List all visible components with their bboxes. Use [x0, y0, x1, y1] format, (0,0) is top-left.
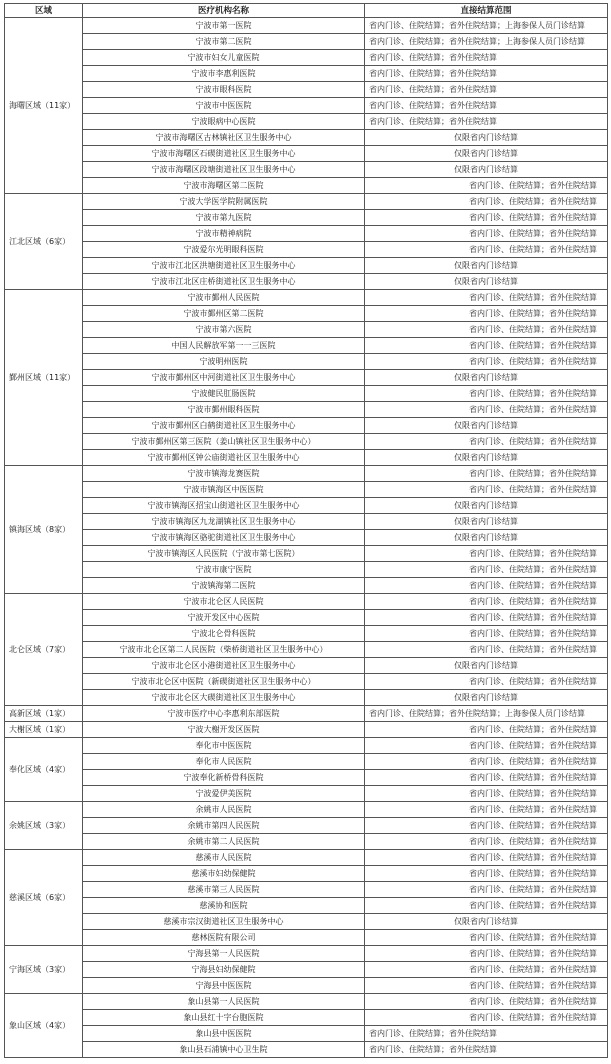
institution-name-cell: 宁波市镇海龙赛医院	[83, 466, 365, 482]
header-settlement-scope: 直接结算范围	[365, 4, 608, 18]
institution-name-cell: 余姚市人民医院	[83, 802, 365, 818]
table-row	[5, 578, 608, 594]
settlement-scope-cell: 省内门诊、住院结算；省外住院结算	[365, 50, 608, 66]
header-institution-name: 医疗机构名称	[83, 4, 365, 18]
settlement-scope-cell: 省内门诊、住院结算；省外住院结算	[365, 962, 608, 978]
institution-name-cell: 宁波市鄞州区第三医院（姜山镇社区卫生服务中心）	[83, 434, 365, 450]
settlement-scope-cell: 省内门诊、住院结算；省外住院结算	[365, 786, 608, 802]
institution-name-cell: 宁波奉化新桥骨科医院	[83, 770, 365, 786]
settlement-scope-cell: 仅限省内门诊结算	[365, 498, 608, 514]
institution-name-cell: 宁波市鄞州区钟公庙街道社区卫生服务中心	[83, 450, 365, 466]
settlement-scope-cell: 省内门诊、住院结算；省外住院结算	[365, 866, 608, 882]
region-cell: 慈溪区域（6家）	[5, 850, 83, 946]
table-row	[5, 898, 608, 914]
table-row	[5, 930, 608, 946]
institution-name-cell: 慈溪市妇幼保健院	[83, 866, 365, 882]
institution-name-cell: 象山县第一人民医院	[83, 994, 365, 1010]
institution-name-cell: 宁波开发区中心医院	[83, 610, 365, 626]
institution-name-cell: 宁波市江北区洪塘街道社区卫生服务中心	[83, 258, 365, 274]
settlement-scope-cell: 仅限省内门诊结算	[365, 450, 608, 466]
settlement-scope-cell: 省内门诊、住院结算；省外住院结算	[365, 82, 608, 98]
institution-name-cell: 宁波大学医学院附属医院	[83, 194, 365, 210]
table-row	[5, 114, 608, 130]
table-row	[5, 642, 608, 658]
institution-name-cell: 余姚市第四人民医院	[83, 818, 365, 834]
institution-name-cell: 宁波市中医医院	[83, 98, 365, 114]
table-row	[5, 82, 608, 98]
institution-name-cell: 宁波市镇海区人民医院（宁波市第七医院）	[83, 546, 365, 562]
table-row	[5, 626, 608, 642]
institution-name-cell: 宁波市江北区庄桥街道社区卫生服务中心	[83, 274, 365, 290]
table-row	[5, 978, 608, 994]
institution-name-cell: 宁波大榭开发区医院	[83, 722, 365, 738]
table-row	[5, 402, 608, 418]
table-row	[5, 226, 608, 242]
institution-name-cell: 宁波市医疗中心李惠利东部医院	[83, 706, 365, 722]
settlement-scope-cell: 省内门诊、住院结算；省外住院结算	[365, 338, 608, 354]
institution-name-cell: 宁波市鄞州人民医院	[83, 290, 365, 306]
region-cell: 余姚区域（3家）	[5, 802, 83, 850]
institution-name-cell: 中国人民解放军第一一三医院	[83, 338, 365, 354]
table-row	[5, 98, 608, 114]
institution-name-cell: 宁波市第九医院	[83, 210, 365, 226]
settlement-scope-cell: 省内门诊、住院结算；省外住院结算	[365, 946, 608, 962]
table-row	[5, 370, 608, 386]
institution-name-cell: 象山县石浦镇中心卫生院	[83, 1042, 365, 1058]
settlement-scope-cell: 省内门诊、住院结算；省外住院结算	[365, 402, 608, 418]
region-cell: 北仑区域（7家）	[5, 594, 83, 706]
settlement-scope-cell: 省内门诊、住院结算；省外住院结算	[365, 882, 608, 898]
institution-name-cell: 宁波爱伊美医院	[83, 786, 365, 802]
table-row	[5, 786, 608, 802]
table-body	[5, 18, 608, 1058]
region-cell: 江北区域（6家）	[5, 194, 83, 290]
institution-name-cell: 奉化市中医医院	[83, 738, 365, 754]
settlement-scope-cell: 仅限省内门诊结算	[365, 418, 608, 434]
settlement-scope-cell: 仅限省内门诊结算	[365, 274, 608, 290]
institution-name-cell: 宁波市鄞州区白鹤街道社区卫生服务中心	[83, 418, 365, 434]
settlement-scope-cell: 省内门诊、住院结算；省外住院结算	[365, 770, 608, 786]
table-row	[5, 594, 608, 610]
institution-name-cell: 宁波北仑骨科医院	[83, 626, 365, 642]
settlement-scope-cell: 仅限省内门诊结算	[365, 514, 608, 530]
settlement-scope-cell: 省内门诊、住院结算；省外住院结算	[365, 898, 608, 914]
table-row	[5, 130, 608, 146]
settlement-scope-cell: 省内门诊、住院结算；省外住院结算	[365, 210, 608, 226]
table-row	[5, 818, 608, 834]
table-row	[5, 562, 608, 578]
table-row	[5, 802, 608, 818]
institution-name-cell: 宁波市康宁医院	[83, 562, 365, 578]
settlement-scope-cell: 省内门诊、住院结算；省外住院结算	[365, 194, 608, 210]
table-row	[5, 306, 608, 322]
table-row	[5, 834, 608, 850]
settlement-scope-cell: 仅限省内门诊结算	[365, 370, 608, 386]
settlement-scope-cell: 仅限省内门诊结算	[365, 690, 608, 706]
region-cell: 宁海区域（3家）	[5, 946, 83, 994]
settlement-scope-cell: 省内门诊、住院结算；省外住院结算	[365, 1026, 608, 1042]
institution-name-cell: 宁波市海曙区段塘街道社区卫生服务中心	[83, 162, 365, 178]
table-row	[5, 514, 608, 530]
settlement-scope-cell: 省内门诊、住院结算；省外住院结算	[365, 642, 608, 658]
settlement-scope-cell: 省内门诊、住院结算；省外住院结算	[365, 322, 608, 338]
institution-name-cell: 宁波市镇海区骆驼街道社区卫生服务中心	[83, 530, 365, 546]
table-row	[5, 690, 608, 706]
settlement-scope-cell: 省内门诊、住院结算；省外住院结算	[365, 178, 608, 194]
settlement-scope-cell: 省内门诊、住院结算；省外住院结算	[365, 722, 608, 738]
institution-name-cell: 慈溪协和医院	[83, 898, 365, 914]
table-row	[5, 754, 608, 770]
table-row	[5, 50, 608, 66]
institution-name-cell: 宁波市北仑区大碶街道社区卫生服务中心	[83, 690, 365, 706]
institution-name-cell: 宁波明州医院	[83, 354, 365, 370]
settlement-scope-cell: 省内门诊、住院结算；省外住院结算	[365, 594, 608, 610]
region-cell: 高新区域（1家）	[5, 706, 83, 722]
table-row	[5, 674, 608, 690]
institution-name-cell: 宁波市镇海区九龙湖镇社区卫生服务中心	[83, 514, 365, 530]
table-row	[5, 1026, 608, 1042]
table-row	[5, 866, 608, 882]
institution-name-cell: 宁海县中医医院	[83, 978, 365, 994]
table-row	[5, 450, 608, 466]
table-row	[5, 498, 608, 514]
settlement-scope-cell: 仅限省内门诊结算	[365, 530, 608, 546]
table-row	[5, 658, 608, 674]
table-row	[5, 34, 608, 50]
region-cell: 象山区域（4家）	[5, 994, 83, 1058]
table-row	[5, 146, 608, 162]
table-header-row	[5, 4, 608, 18]
settlement-scope-cell: 省内门诊、住院结算；省外住院结算	[365, 1010, 608, 1026]
settlement-scope-cell: 省内门诊、住院结算；省外住院结算；上海参保人员门诊结算	[365, 18, 608, 34]
settlement-scope-cell: 省内门诊、住院结算；省外住院结算	[365, 354, 608, 370]
settlement-scope-cell: 仅限省内门诊结算	[365, 258, 608, 274]
table-row	[5, 946, 608, 962]
table-row	[5, 1042, 608, 1058]
table-row	[5, 770, 608, 786]
settlement-scope-cell: 省内门诊、住院结算；省外住院结算	[365, 834, 608, 850]
table-row	[5, 386, 608, 402]
table-row	[5, 706, 608, 722]
table-row	[5, 178, 608, 194]
institution-name-cell: 宁波市第二医院	[83, 34, 365, 50]
settlement-scope-cell: 省内门诊、住院结算；省外住院结算	[365, 226, 608, 242]
table-row	[5, 466, 608, 482]
settlement-scope-cell: 仅限省内门诊结算	[365, 914, 608, 930]
institution-name-cell: 宁波市北仑区中医院（新碶街道社区卫生服务中心）	[83, 674, 365, 690]
institution-name-cell: 宁波市海曙区第二医院	[83, 178, 365, 194]
institution-name-cell: 宁波市第一医院	[83, 18, 365, 34]
region-cell: 海曙区域（11家）	[5, 18, 83, 194]
table-row	[5, 1010, 608, 1026]
settlement-scope-cell: 省内门诊、住院结算；省外住院结算	[365, 482, 608, 498]
institution-name-cell: 慈溪市宗汉街道社区卫生服务中心	[83, 914, 365, 930]
institution-name-cell: 宁波市海曙区石碶街道社区卫生服务中心	[83, 146, 365, 162]
institution-name-cell: 宁波市镇海区中医医院	[83, 482, 365, 498]
settlement-scope-cell: 省内门诊、住院结算；省外住院结算	[365, 818, 608, 834]
table-row	[5, 242, 608, 258]
table-row	[5, 258, 608, 274]
table-row	[5, 482, 608, 498]
settlement-scope-cell: 省内门诊、住院结算；省外住院结算	[365, 386, 608, 402]
table-row	[5, 66, 608, 82]
header-region: 区域	[5, 4, 83, 18]
institution-name-cell: 宁波健民肛肠医院	[83, 386, 365, 402]
settlement-scope-cell: 省内门诊、住院结算；省外住院结算	[365, 994, 608, 1010]
hospital-settlement-table	[4, 3, 608, 1058]
table-row	[5, 274, 608, 290]
settlement-scope-cell: 省内门诊、住院结算；省外住院结算；上海参保人员门诊结算	[365, 706, 608, 722]
table-row	[5, 18, 608, 34]
settlement-scope-cell: 仅限省内门诊结算	[365, 658, 608, 674]
settlement-scope-cell: 省内门诊、住院结算；省外住院结算	[365, 626, 608, 642]
region-cell: 鄞州区域（11家）	[5, 290, 83, 466]
institution-name-cell: 宁波市北仑区人民医院	[83, 594, 365, 610]
table-row	[5, 322, 608, 338]
institution-name-cell: 宁波市妇女儿童医院	[83, 50, 365, 66]
table-row	[5, 722, 608, 738]
settlement-scope-cell: 仅限省内门诊结算	[365, 130, 608, 146]
settlement-scope-cell: 省内门诊、住院结算；省外住院结算	[365, 290, 608, 306]
settlement-scope-cell: 省内门诊、住院结算；省外住院结算	[365, 114, 608, 130]
institution-name-cell: 宁海县妇幼保健院	[83, 962, 365, 978]
settlement-scope-cell: 省内门诊、住院结算；省外住院结算	[365, 850, 608, 866]
settlement-scope-cell: 省内门诊、住院结算；省外住院结算	[365, 242, 608, 258]
settlement-scope-cell: 省内门诊、住院结算；省外住院结算	[365, 466, 608, 482]
table-row	[5, 850, 608, 866]
institution-name-cell: 宁波市鄞州区中河街道社区卫生服务中心	[83, 370, 365, 386]
settlement-scope-cell: 省内门诊、住院结算；省外住院结算	[365, 802, 608, 818]
table-row	[5, 610, 608, 626]
institution-name-cell: 慈林医院有限公司	[83, 930, 365, 946]
table-row	[5, 338, 608, 354]
table-row	[5, 210, 608, 226]
settlement-scope-cell: 省内门诊、住院结算；省外住院结算	[365, 610, 608, 626]
region-cell: 大榭区域（1家）	[5, 722, 83, 738]
institution-name-cell: 宁波市海曙区古林镇社区卫生服务中心	[83, 130, 365, 146]
table-row	[5, 546, 608, 562]
institution-name-cell: 宁波镇海第二医院	[83, 578, 365, 594]
institution-name-cell: 宁波市精神病院	[83, 226, 365, 242]
settlement-scope-cell: 省内门诊、住院结算；省外住院结算	[365, 562, 608, 578]
region-cell: 镇海区域（8家）	[5, 466, 83, 594]
table-row	[5, 962, 608, 978]
settlement-scope-cell: 省内门诊、住院结算；省外住院结算	[365, 434, 608, 450]
institution-name-cell: 余姚市第二人民医院	[83, 834, 365, 850]
region-cell: 奉化区域（4家）	[5, 738, 83, 802]
institution-name-cell: 宁波眼病中心医院	[83, 114, 365, 130]
institution-name-cell: 象山县红十字台胞医院	[83, 1010, 365, 1026]
institution-name-cell: 奉化市人民医院	[83, 754, 365, 770]
table-row	[5, 738, 608, 754]
table-row	[5, 418, 608, 434]
institution-name-cell: 宁波市镇海区招宝山街道社区卫生服务中心	[83, 498, 365, 514]
table-row	[5, 434, 608, 450]
institution-name-cell: 宁海县第一人民医院	[83, 946, 365, 962]
table-row	[5, 882, 608, 898]
settlement-scope-cell: 省内门诊、住院结算；省外住院结算；上海参保人员门诊结算	[365, 34, 608, 50]
institution-name-cell: 慈溪市人民医院	[83, 850, 365, 866]
settlement-scope-cell: 省内门诊、住院结算；省外住院结算	[365, 674, 608, 690]
institution-name-cell: 宁波爱尔光明眼科医院	[83, 242, 365, 258]
table-row	[5, 530, 608, 546]
settlement-scope-cell: 省内门诊、住院结算；省外住院结算	[365, 738, 608, 754]
table-row	[5, 354, 608, 370]
table-row	[5, 194, 608, 210]
settlement-scope-cell: 省内门诊、住院结算；省外住院结算	[365, 978, 608, 994]
institution-name-cell: 象山县中医医院	[83, 1026, 365, 1042]
settlement-scope-cell: 省内门诊、住院结算；省外住院结算	[365, 578, 608, 594]
settlement-scope-cell: 省内门诊、住院结算；省外住院结算	[365, 546, 608, 562]
table-row	[5, 162, 608, 178]
institution-name-cell: 慈溪市第三人民医院	[83, 882, 365, 898]
institution-name-cell: 宁波市北仑区小港街道社区卫生服务中心	[83, 658, 365, 674]
settlement-scope-cell: 省内门诊、住院结算；省外住院结算	[365, 930, 608, 946]
settlement-scope-cell: 仅限省内门诊结算	[365, 162, 608, 178]
table-row	[5, 994, 608, 1010]
table-row	[5, 914, 608, 930]
settlement-scope-cell: 省内门诊、住院结算；省外住院结算	[365, 754, 608, 770]
settlement-scope-cell: 省内门诊、住院结算；省外住院结算	[365, 306, 608, 322]
settlement-scope-cell: 省内门诊、住院结算；省外住院结算	[365, 66, 608, 82]
settlement-scope-cell: 仅限省内门诊结算	[365, 146, 608, 162]
institution-name-cell: 宁波市第六医院	[83, 322, 365, 338]
table-row	[5, 290, 608, 306]
institution-name-cell: 宁波市李惠利医院	[83, 66, 365, 82]
institution-name-cell: 宁波市北仑区第二人民医院（柴桥街道社区卫生服务中心）	[83, 642, 365, 658]
institution-name-cell: 宁波市眼科医院	[83, 82, 365, 98]
institution-name-cell: 宁波市鄞州眼科医院	[83, 402, 365, 418]
settlement-scope-cell: 省内门诊、住院结算；省外住院结算	[365, 1042, 608, 1058]
institution-name-cell: 宁波市鄞州区第二医院	[83, 306, 365, 322]
settlement-scope-cell: 省内门诊、住院结算；省外住院结算	[365, 98, 608, 114]
